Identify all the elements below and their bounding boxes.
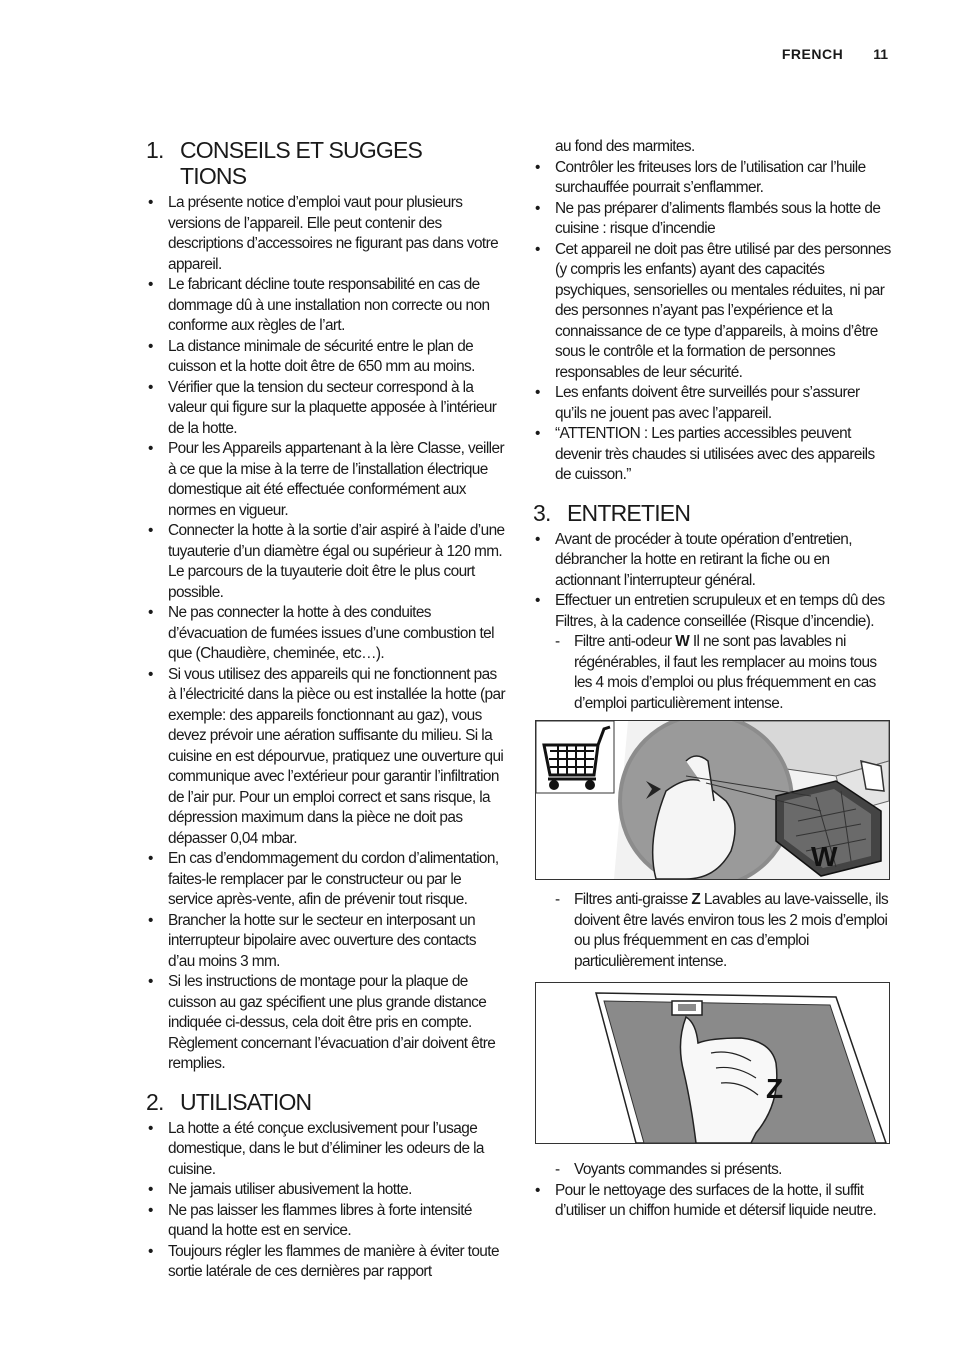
list-item: • Brancher la hotte sur le secteur en interposant un interrupteur bipolaire avec ouverture des contacts d’au moins 3 mm. (146, 911, 506, 973)
language-label: FRENCH (781, 46, 844, 62)
page-header (782, 46, 888, 62)
list-item: • Ne pas laisser les flammes libres à forte intensité quand la hotte est en service. (146, 1201, 506, 1242)
list-item: • Si vous utilisez des appareils qui ne fonctionnent pas à l’électricité dans la pièce ou est installée la hotte (par exemple: des appareils fonctionnant au gaz), vous devez prévoir une aération suffisante du milieu. Si la cuisine en est dépourvue, pratiquez une ouverture qui communique avec l’extérieur pour garantir l’infiltration de l’air pur. Pour un emploi correct et sans risque, la dépression maximum dans la pièce ne doit pas dépasser 0,04 mbar. (146, 665, 506, 850)
right-column (533, 137, 893, 1222)
list-item: • Ne pas connecter la hotte à des conduites d’évacuation de fumées issues d’une combustion tel que (Chaudière, cheminée, etc…). (146, 603, 506, 665)
section2-number: 2. (146, 1088, 164, 1115)
figure-grease-filter (535, 982, 890, 1144)
section2-heading (146, 1089, 506, 1115)
odour-filter-illustration (536, 721, 889, 879)
list-item: • La présente notice d’emploi vaut pour plusieurs versions de l’appareil. Elle peut contenir des descriptions d’accessoires ne figurant pas dans votre appareil. (146, 193, 506, 275)
list-item: • Cet appareil ne doit pas être utilisé par des personnes (y compris les enfants) ayant des capacités psychiques, sensorielles ou mentales réduites, ni par des personnes n’ayant pas l’expérience et la connaissance de ce type d’appareils, à moins d’être sous le contrôle et la formation de personnes responsables de leur sécurité. (533, 240, 893, 384)
filter-key-z: Z (691, 891, 701, 908)
sub-item-text: Il ne sont pas lavables ni régénérables, il faut les remplacer au moins tous les 4 mois d’emploi ou plus fréquemment en cas d’emploi particulièrement intense. (574, 633, 877, 712)
sub-item-text: Lavables au lave-vaisselle, ils doivent être lavés environ tous les 2 mois d’emploi ou plus fréquemment en cas d’emploi particulièrement intense. (574, 891, 889, 970)
filter-key-w: W (675, 633, 690, 650)
list-item: • Le fabricant décline toute responsabilité en cas de dommage dû à une installation non correcte ou non conforme aux règles de l’art. (146, 275, 506, 337)
list-item: • “ATTENTION : Les parties accessibles peuvent devenir très chaudes si utilisées avec des appareils de cuisson.” (533, 424, 893, 486)
page-number: 11 (873, 46, 888, 62)
list-item: • Contrôler les friteuses lors de l’utilisation car l’huile surchauffée pourrait s’enflammer. (533, 158, 893, 199)
list-item: • Si les instructions de montage pour la plaque de cuisson au gaz spécifient une plus grande distance indiquée ci-dessus, cela doit être pris en compte. Règlement concernant l’évacuation d’air doivent être remplies. (146, 972, 506, 1075)
section3-list-final (533, 1181, 893, 1222)
list-item: • Vérifier que la tension du secteur correspond à la valeur qui figure sur la plaquette apposée à l’intérieur de la hotte. (146, 378, 506, 440)
list-item: • Pour les Appareils appartenant à la lère Classe, veiller à ce que la mise à la terre de l’installation électrique domestique ait été effectuée conformément aux normes en vigueur. (146, 439, 506, 521)
section1-title-line2: TIONS (180, 163, 247, 189)
section1-list (146, 193, 506, 1075)
sub-item-leds: - Voyants commandes si présents. (533, 1160, 893, 1181)
figure-label-w: W (811, 841, 838, 872)
list-item: • Ne pas préparer d’aliments flambés sous la hotte de cuisine : risque d’incendie (533, 199, 893, 240)
section3-number: 3. (533, 499, 551, 526)
figure-label-z: Z (766, 1073, 784, 1104)
list-item: • La hotte a été conçue exclusivement pour l’usage domestique, dans le but d’éliminer les odeurs de la cuisine. (146, 1119, 506, 1181)
section2-list (146, 1119, 506, 1283)
list-item: • Connecter la hotte à la sortie d’air aspiré à l’aide d’une tuyauterie d’un diamètre égal ou supérieur à 120 mm. Le parcours de la tuyauterie doit être le plus court possible. (146, 521, 506, 603)
sub-item-filter-z (533, 890, 893, 972)
figure-odour-filter (535, 720, 890, 880)
section1-title (180, 137, 422, 189)
list-item: • En cas d’endommagement du cordon d’alimentation, faites-le remplacer par le constructeur ou par le service après-vente, afin de prévenir tout risque. (146, 849, 506, 911)
list-item: • La distance minimale de sécurité entre le plan de cuisson et la hotte doit être de 650 mm au moins. (146, 337, 506, 378)
section1-number: 1. (146, 137, 164, 163)
section1-heading (146, 137, 506, 189)
section1-title-line1: CONSEILS ET SUGGES (180, 137, 423, 163)
section2-list-continued (533, 137, 893, 486)
list-item: • Pour le nettoyage des surfaces de la hotte, il suffit d’utiliser un chiffon humide et détersif liquide neutre. (533, 1181, 893, 1222)
list-item: • Les enfants doivent être surveillés pour s’assurer qu’ils ne jouent pas avec l’appareil. (533, 383, 893, 424)
list-item: • Avant de procéder à toute opération d’entretien, débrancher la hotte en retirant la fiche ou en actionnant l’interrupteur général. (533, 530, 893, 592)
section3-list (533, 530, 893, 633)
section3-title: ENTRETIEN (567, 499, 691, 526)
sub-item-text: Filtre anti-odeur (574, 633, 676, 650)
list-item-continuation: au fond des marmites. (555, 138, 695, 155)
sub-item-filter-w (533, 632, 893, 714)
sub-item-text: Filtres anti-graisse (574, 891, 692, 908)
list-item: • Ne jamais utiliser abusivement la hotte. (146, 1180, 506, 1201)
left-column (146, 137, 506, 1283)
section2-title: UTILISATION (180, 1088, 312, 1115)
list-item: • Toujours régler les flammes de manière à éviter toute sortie latérale de ces dernières par rapport (146, 1242, 506, 1283)
section3-heading (533, 500, 893, 526)
list-item: • Effectuer un entretien scrupuleux et en temps dû des Filtres, à la cadence conseillée (Risque d’incendie). (533, 591, 893, 632)
grease-filter-illustration (536, 983, 889, 1143)
